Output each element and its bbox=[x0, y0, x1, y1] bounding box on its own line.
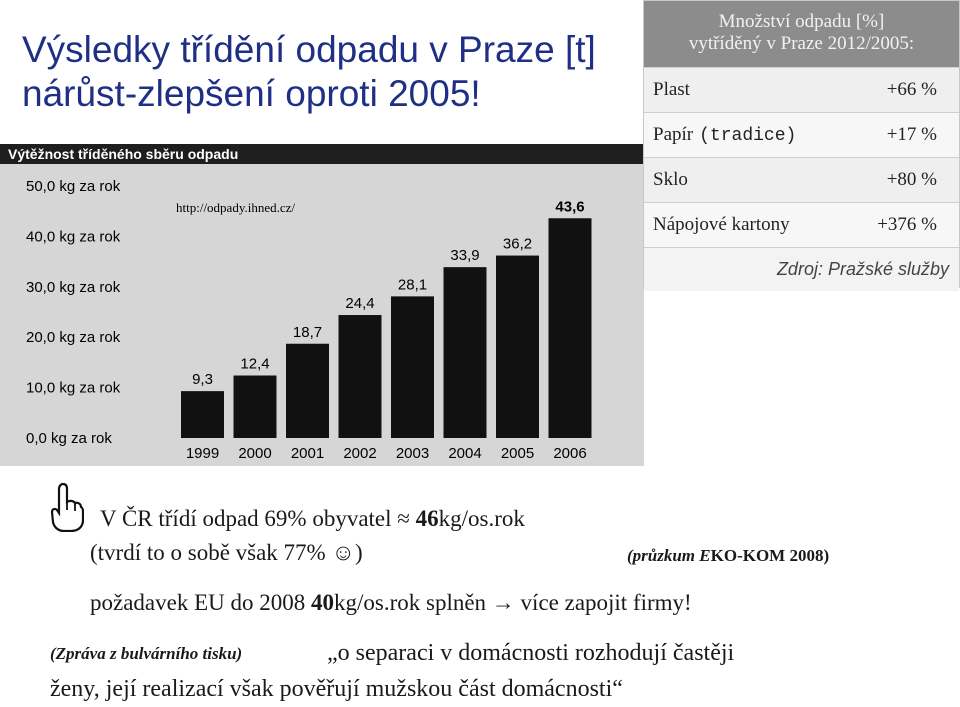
y-tick-label: 20,0 kg za rok bbox=[26, 329, 121, 347]
tabloid-quote-line1: „o separaci v domácnosti rozhodují častěji bbox=[327, 640, 735, 666]
row-label-note: (tradice) bbox=[699, 126, 797, 146]
x-tick-label: 2005 bbox=[500, 445, 535, 462]
bar-2000 bbox=[234, 376, 277, 438]
y-tick-label: 40,0 kg za rok bbox=[26, 228, 121, 246]
table-header bbox=[644, 1, 959, 67]
note-line-participation bbox=[100, 506, 525, 532]
bar-2006 bbox=[549, 218, 592, 438]
survey-source-italic: (průzkum E bbox=[627, 546, 711, 565]
tabloid-source-label: (Zpráva z bulvárního tisku) bbox=[50, 644, 243, 663]
bar-2003 bbox=[391, 296, 434, 438]
table-row bbox=[644, 112, 959, 157]
x-tick-label: 1999 bbox=[185, 445, 220, 462]
row-label-text: Papír bbox=[653, 124, 694, 145]
slide-title-line1: Výsledky třídění odpadu v Praze [t] bbox=[22, 29, 596, 70]
data-label: 43,6 bbox=[555, 198, 585, 216]
tabloid-quote-line2: ženy, její realizací však pověřují mužskou část domácnosti“ bbox=[50, 676, 623, 702]
row-label-text: Sklo bbox=[653, 169, 688, 190]
note-text: požadavek EU do 2008 bbox=[90, 590, 311, 615]
note-text: kg/os.rok bbox=[438, 506, 525, 531]
data-label: 12,4 bbox=[240, 355, 270, 373]
row-label bbox=[653, 169, 688, 191]
chart-source-url: http://odpady.ihned.cz/ bbox=[176, 200, 296, 215]
row-value: +376 % bbox=[877, 214, 937, 235]
y-tick-label: 30,0 kg za rok bbox=[26, 278, 121, 296]
chart-canvas bbox=[0, 144, 644, 466]
data-label: 18,7 bbox=[292, 323, 323, 341]
table-source: Zdroj: Pražské služby bbox=[644, 247, 959, 291]
waste-increase-table bbox=[643, 0, 960, 288]
data-label: 28,1 bbox=[397, 276, 428, 294]
row-value: +17 % bbox=[886, 124, 937, 145]
slide-title-line2: nárůst-zlepšení oproti 2005! bbox=[22, 73, 481, 114]
note-line-claim: (tvrdí to o sobě však 77% ☺) bbox=[90, 540, 363, 565]
note-text: kg/os.rok splněn → více zapojit firmy! bbox=[334, 590, 692, 615]
table-row bbox=[644, 67, 959, 112]
row-value: +66 % bbox=[886, 79, 937, 100]
note-bold-value: 46 bbox=[415, 506, 439, 531]
y-tick-label: 0,0 kg za rok bbox=[26, 430, 112, 447]
y-tick-label: 10,0 kg za rok bbox=[26, 379, 121, 397]
table-header-line2: vytříděný v Praze 2012/2005: bbox=[688, 33, 915, 54]
table-body bbox=[644, 67, 959, 247]
chart-title: Výtěžnost tříděného sběru odpadu bbox=[8, 146, 239, 162]
bar-2004 bbox=[444, 267, 487, 438]
pointing-hand-icon bbox=[50, 482, 84, 532]
row-label-text: Nápojové kartony bbox=[653, 214, 790, 235]
survey-source-text: KO-KOM 2008) bbox=[710, 546, 830, 565]
table-header-line1: Množství odpadu [%] bbox=[718, 11, 885, 32]
x-tick-label: 2006 bbox=[553, 445, 587, 462]
row-value: +80 % bbox=[886, 169, 937, 190]
row-label bbox=[653, 214, 790, 236]
waste-sorting-bar-chart bbox=[0, 144, 644, 466]
x-tick-label: 2004 bbox=[448, 445, 482, 462]
x-tick-label: 2003 bbox=[395, 445, 430, 462]
table-row bbox=[644, 157, 959, 202]
x-tick-label: 2002 bbox=[343, 445, 377, 462]
data-label: 9,3 bbox=[192, 371, 213, 389]
survey-source-note bbox=[627, 546, 829, 566]
note-line-eu-requirement bbox=[90, 590, 692, 616]
data-label: 33,9 bbox=[450, 247, 480, 265]
note-text: V ČR třídí odpad 69% obyvatel ≈ bbox=[100, 506, 416, 531]
row-label-text: Plast bbox=[653, 79, 690, 100]
y-tick-label: 50,0 kg za rok bbox=[26, 178, 121, 195]
x-tick-label: 2001 bbox=[290, 445, 325, 462]
table-row bbox=[644, 202, 959, 247]
data-label: 36,2 bbox=[502, 235, 533, 253]
data-label: 24,4 bbox=[345, 295, 375, 313]
bar-2001 bbox=[286, 344, 329, 438]
bar-2005 bbox=[496, 256, 539, 438]
bar-2002 bbox=[339, 315, 382, 438]
note-bold-value: 40 bbox=[311, 590, 334, 615]
bar-1999 bbox=[181, 391, 224, 438]
row-label bbox=[653, 124, 796, 146]
slide-title bbox=[22, 28, 622, 116]
row-label bbox=[653, 79, 690, 101]
x-tick-label: 2000 bbox=[238, 445, 272, 462]
